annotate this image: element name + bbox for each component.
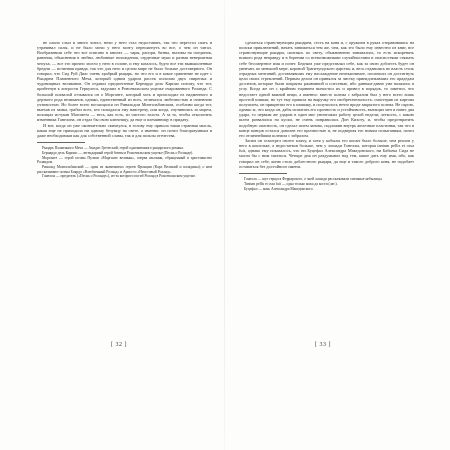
right-page (239, 40, 414, 191)
footnote-rule (239, 173, 287, 174)
paragraph: Засим он осмотрел своего клячу, и хотя у кобылы его копыт было больше, чем реалов у него в кошельке, а недостатков больше, чем у лошади Гонеллы, которая tantum pellis et ossa fuit, однако ему показалось, что ни Буцефал Александра Македонского, ни Бабьека Сида не могли бы с ним тягаться. Четыре дня он раздумывал над тем, какое дать ему имя, ибо, как говорил он себе, коню столь доблестного рыцаря, да еще и такого доброго коня, не подобает оставаться без достойного имени. (239, 137, 414, 169)
footnote: Tantum pellis et ossa fuit — одна только кожа да кости (лат.). (244, 181, 338, 186)
paragraph: не ольно слыл и много читал, ночи у него стал недоставать, так что перестал спать и утрачивал силы, и не было мочи у него мозгу перешагнуть во все, о чем он читал. Вообразивши себе что все описано в книгах — чары, распри, битвы, вызовы на поединок, ранения, объяснения в любви, любовные похождения, сердечные муки и разная невероятная чепуха, — все это прочно засело у него в голове, и ему казалось, будто все эти вымышленные бредни — истинная правда, так что для него и целом мире не было больше достоверного. Он говорил, что Сид Руй Диас очень храбрый рыцарь, но что его и в какое сравнение не идет с Рыцарем Пламенного Меча, который одним ударом рассек пополам двух свирепых и чудовищных великанов. Он отдавал предпочтение Бернардо дель Карпио потому, что тот, прибегнув к хитрости Геркулеса, задушил в Ронсевальском ущелье очарованного Роланда. С большой похвалой отзывался он о Морганте, который хоть и происходил из надменного и дерзкого рода великанов, однако, единственный из всех, отличался любезностью и отменною учтивостью. Но более всего восхищался он Ринальдом Монтальбанским, особливо когда тот, выехав из замка, грабил всех, кто попадался ему навстречу, или когда, очутившись за морем, похищал истукан Магомета — весь, как есть, из чистого золота. А за то, чтобы отколотить изменника Ганелона, он отдал бы свою ключницу, да еще и племянницу в придачу. (37, 40, 212, 123)
left-page-footnotes (37, 146, 212, 179)
footnote-rule (37, 142, 85, 143)
page-number: [ 32 ] (111, 342, 127, 348)
footnote: Бернардо дель Карпио — легендарный герой битвы в Ронсевальском ущелье (Песнь о Роланде). (42, 150, 194, 155)
left-page (37, 40, 212, 179)
right-page-footnotes (239, 177, 414, 191)
paragraph: И вот, когда он уже окончательно свихнулся, в голову ему пришла такая странная мысль, какая еще не приходила ни одному безумцу на свете, а именно: он почел благоразумным и даже необходимым как для собственной славы, так и для пользы отечества, (37, 122, 212, 138)
footnote: Рыцарь Пламенного Меча — Амадис Греческий, герой одноименного рыцарского романа. (42, 145, 184, 150)
page-number: [ 33 ] (315, 342, 331, 348)
footnote: Морганте — герой поэмы Пульчи «Морганте великан», сперва язычник, обращенный в христианство Роландом. (37, 155, 212, 165)
left-page-body (37, 40, 212, 138)
footnote: Ганелон — предатель («Песнь о Роланде»), из-за которого погиб Роланд в Ронсевальском ущелье. (42, 174, 196, 179)
footnote: Буцефал — конь Александра Македонского. (244, 186, 314, 191)
right-page-body (239, 40, 414, 169)
paragraph: сделаться странствующим рыцарем, сесть на коня и, с оружием в руках отправившись на поиски приключений, начать заниматься тем же, чем, как это было ему известно из книг, все странствующие рыцари, скитаясь по свету, обыкновенно занимались, то есть искоренять всякого рода неправду и в борении со всевозможными случайностями и опасностями стяжать себе бессмертное имя и почет. Бедняга уже представлял себе, как за свою доблесть будет он увенчан, по меньшей мере, короной Трапезундского царства; и, весь отдавшись во власть столь отрадных мечтаний, доставлявших ему наслаждение неизъяснимое, поспешил он достигнуть цели своих стремлений. Первым делом он принялся за чистку принадлежавших его прадедам доспехов, которые были покрыты ржавчиной и плесенью, ибо давным-давно уже валялись в углу. Когда же он с крайним тщанием вычистил их и привел в порядок, то заметил, что недостает одной важной вещи, а именно: вместо шлема с забралом был у него всего лишь простой шишак; но тут ему пришла на выручку его изобретательность: смастерив из картона полушлем, он прикрепил его к шишаку, и получилось нечто вроде закрытого шлема. Не скрою, однако ж, что когда он, дабы испытать его прочность и устойчивость, вытащил меч и нанес два удара, то первым же ударом в один миг уничтожил работу целой недели; легкость, с какою шлем развалился на куски, не очень понравилась Дон Кихоту, и, чтобы предотвратить подобную опасность, он сделал шлем заново, подложив внутрь железные пластинки, так что в конце концов остался доволен его прочностью и, не подвергая его новым испытаниям, почел его отличнейшим шлемом с забралом. (239, 40, 414, 138)
footnote: Гонелла — шут герцога Феррарского, о чьей лошади рассказывали смешные небылицы. (244, 176, 383, 181)
footnote: Ринальд Монтальбанский — один из знаменитых героев Франции (Карл Великий и паладины); о нем рассказывают поэмы Боярдо «Влюбленный Роланд» и Ариосто «Неистовый Роланд». (37, 165, 212, 174)
book-gutter (224, 0, 225, 450)
